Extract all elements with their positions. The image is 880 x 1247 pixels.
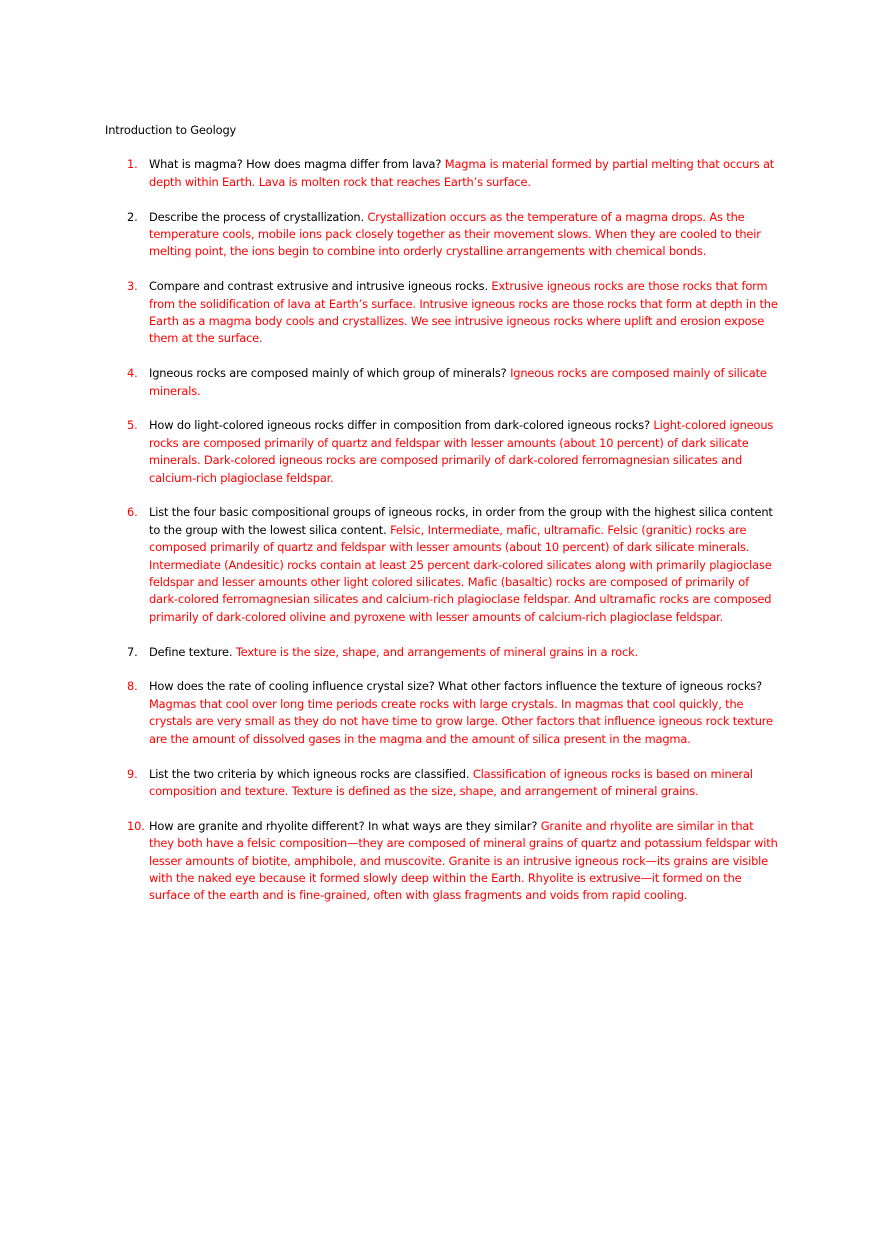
question-number: 10. [127, 818, 145, 833]
answer-text: Crystallization occurs as the temperature of a magma drops. As the temperature cools, mobile ions pack closely together as their movement slows. When they are cooled to their melting point, the ions begin to combine into orderly crystalline arrangements with chemical bonds. [149, 209, 761, 259]
question-text: List the two criteria by which igneous rocks are classified. [149, 766, 470, 781]
question-item [105, 365, 780, 400]
question-item [105, 504, 780, 626]
question-number: 1. [127, 157, 138, 172]
question-number: 9. [127, 766, 138, 781]
question-number: 7. [127, 644, 138, 659]
question-text: How do light-colored igneous rocks differ in composition from dark-colored igneous rocks? [149, 418, 650, 433]
question-item [105, 818, 780, 905]
question-number: 5. [127, 418, 138, 433]
question-number: 8. [127, 679, 138, 694]
question-text: How are granite and rhyolite different? In what ways are they similar? [149, 818, 538, 833]
question-item [105, 644, 780, 661]
document-title: Introduction to Geology [105, 123, 237, 137]
question-item [105, 678, 780, 748]
answer-text: Igneous rocks are composed mainly of silicate minerals. [149, 366, 767, 398]
answer-text: Granite and rhyolite are similar in that they both have a felsic composition—they are composed of mineral grains of quartz and potassium feldspar with lesser amounts of biotite, amphibole, and muscovite. Granite is an intrusive igneous rock—its grains are visible with the naked eye because it formed slowly deep within the Earth. Rhyolite is extrusive—it formed on the surface of the earth and is fine-grained, often with glass fragments and voids from rapid cooling. [149, 818, 778, 903]
document-page [105, 122, 780, 922]
question-text: Describe the process of crystallization. [149, 209, 364, 224]
answer-text: Magma is material formed by partial melting that occurs at depth within Earth. Lava is molten rock that reaches Earth’s surface. [149, 157, 775, 189]
question-number: 6. [127, 505, 138, 520]
question-number: 4. [127, 366, 138, 381]
question-text: Compare and contrast extrusive and intrusive igneous rocks. [149, 279, 488, 294]
question-item [105, 417, 780, 487]
question-item [105, 156, 780, 191]
question-item [105, 209, 780, 261]
answer-text: Magmas that cool over long time periods create rocks with large crystals. In magmas that cool quickly, the crystals are very small as they do not have time to grow large. Other factors that influence igneous rock texture are the amount of dissolved gases in the magma and the amount of silica present in the magma. [149, 696, 773, 746]
question-text: Define texture. [149, 644, 233, 659]
question-text: What is magma? How does magma differ from lava? [149, 157, 442, 172]
question-number: 2. [127, 209, 138, 224]
question-text: Igneous rocks are composed mainly of which group of minerals? [149, 366, 507, 381]
answer-text: Classification of igneous rocks is based on mineral composition and texture. Texture is defined as the size, shape, and arrangement of mineral grains. [149, 766, 753, 798]
question-number: 3. [127, 279, 138, 294]
answer-text: Light-colored igneous rocks are composed primarily of quartz and feldspar with lesser amounts (about 10 percent) of dark silicate minerals. Dark-colored igneous rocks are composed primarily of dark-colored ferromagnesian silicates and calcium-rich plagioclase feldspar. [149, 418, 774, 485]
question-item [105, 278, 780, 348]
answer-text: Felsic, Intermediate, mafic, ultramafic. Felsic (granitic) rocks are composed primarily of quartz and feldspar with lesser amounts (about 10 percent) of dark silicate minerals. Intermediate (Andesitic) rocks contain at least 25 percent dark-colored silicates along with primarily plagioclase feldspar and lesser amounts other light colored silicates. Mafic (basaltic) rocks are composed of primarily of dark-colored ferromagnesian silicates and calcium-rich plagioclase feldspar. And ultramafic rocks are composed primarily of dark-colored olivine and pyroxene with lesser amounts of calcium-rich plagioclase feldspar. [149, 522, 772, 624]
answer-text: Texture is the size, shape, and arrangements of mineral grains in a rock. [235, 644, 638, 659]
answer-text: Extrusive igneous rocks are those rocks that form from the solidification of lava at Earth’s surface. Intrusive igneous rocks are those rocks that form at depth in the Earth as a magma body cools and crystallizes. We see intrusive igneous rocks where uplift and erosion expose them at the surface. [149, 279, 778, 346]
question-text: How does the rate of cooling influence crystal size? What other factors influence the texture of igneous rocks? [149, 679, 762, 694]
question-text: List the four basic compositional groups of igneous rocks, in order from the group with the highest silica content to the group with the lowest silica content. [149, 505, 773, 537]
question-list [105, 156, 780, 904]
question-item [105, 766, 780, 801]
